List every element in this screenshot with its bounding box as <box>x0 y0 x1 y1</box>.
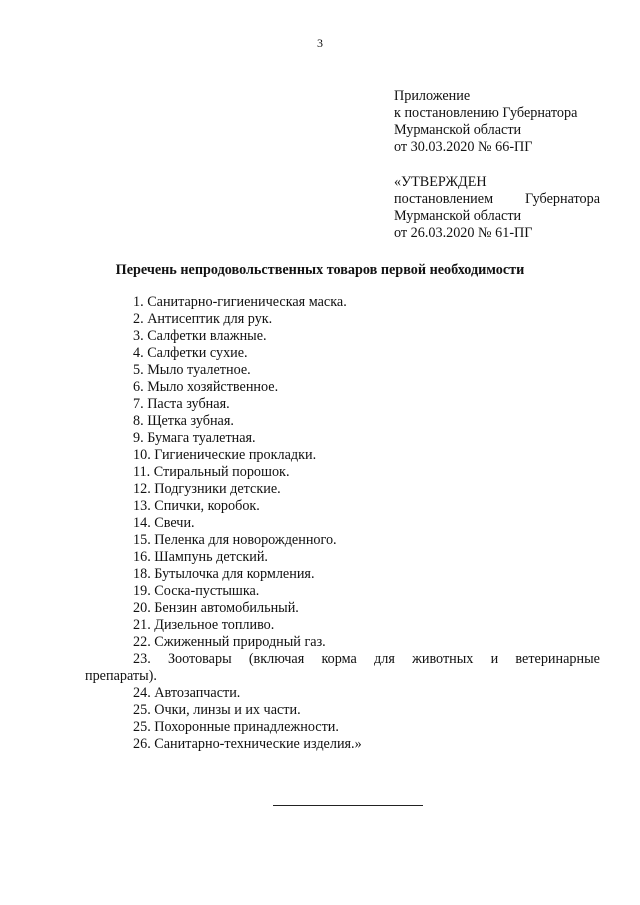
approval-line <box>394 191 600 208</box>
list-item-text: 22. Сжиженный природный газ. <box>133 634 326 650</box>
list-item-text: 4. Салфетки сухие. <box>133 345 248 361</box>
appendix-block <box>394 88 600 156</box>
list-item <box>0 328 640 345</box>
list-item-word: ветеринарные <box>515 651 600 667</box>
appendix-line: от 30.03.2020 № 66-ПГ <box>394 139 533 155</box>
list-item-text: 21. Дизельное топливо. <box>133 617 275 633</box>
approval-heading: «УТВЕРЖДЕН <box>394 174 487 190</box>
list-item-word: корма <box>321 651 357 667</box>
list-item-text: 1. Санитарно-гигиеническая маска. <box>133 294 347 310</box>
list-item-wrapped <box>0 651 640 685</box>
list-item-text: 11. Стиральный порошок. <box>133 464 290 480</box>
list-item-word: (включая <box>248 651 305 667</box>
list-item <box>0 515 640 532</box>
list-item-text: 3. Салфетки влажные. <box>133 328 267 344</box>
appendix-line: Мурманской области <box>394 122 522 138</box>
list-item-word: Зоотовары <box>167 651 232 667</box>
approval-date: от 26.03.2020 № 61-ПГ <box>394 225 533 241</box>
list-item-continuation: препараты). <box>85 668 157 684</box>
list-item <box>0 736 640 753</box>
list-item <box>0 345 640 362</box>
goods-list <box>0 294 640 753</box>
approval-word: Губернатора <box>524 191 600 207</box>
list-item-text: 14. Свечи. <box>133 515 195 531</box>
list-item-text: 10. Гигиенические прокладки. <box>133 447 317 463</box>
list-item <box>0 583 640 600</box>
list-item <box>0 413 640 430</box>
list-item-text: 2. Антисептик для рук. <box>133 311 273 327</box>
list-item <box>0 566 640 583</box>
list-item <box>0 634 640 651</box>
list-item <box>0 294 640 311</box>
list-item-word: животных <box>412 651 474 667</box>
list-item <box>0 481 640 498</box>
list-item-text: 20. Бензин автомобильный. <box>133 600 299 616</box>
list-item <box>0 396 640 413</box>
list-item <box>0 532 640 549</box>
list-item-first-line <box>0 651 600 668</box>
list-item-text: 15. Пеленка для новорожденного. <box>133 532 337 548</box>
list-item <box>0 379 640 396</box>
appendix-line: Приложение <box>394 88 471 104</box>
appendix-line: к постановлению Губернатора <box>394 105 578 121</box>
list-item-text: 26. Санитарно-технические изделия.» <box>133 736 362 752</box>
approval-word: постановлением <box>394 191 494 207</box>
list-item <box>0 549 640 566</box>
list-item-text: 18. Бутылочка для кормления. <box>133 566 315 582</box>
list-item <box>0 362 640 379</box>
closing-rule <box>273 805 423 806</box>
list-item <box>0 464 640 481</box>
list-item-text: 6. Мыло хозяйственное. <box>133 379 279 395</box>
list-item <box>0 447 640 464</box>
page-number: 3 <box>317 36 323 50</box>
document-title: Перечень непродовольственных товаров первой необходимости <box>115 262 525 278</box>
list-item-word: и <box>490 651 499 667</box>
list-item <box>0 430 640 447</box>
list-item-text: 9. Бумага туалетная. <box>133 430 256 446</box>
list-item <box>0 702 640 719</box>
approval-line: Мурманской области <box>394 208 522 224</box>
list-item-text: 19. Соска-пустышка. <box>133 583 260 599</box>
list-item-word: для <box>374 651 395 667</box>
list-item-text: 13. Спички, коробок. <box>133 498 260 514</box>
list-item <box>0 498 640 515</box>
list-item <box>0 719 640 736</box>
list-item-text: 25. Очки, линзы и их части. <box>133 702 301 718</box>
list-item <box>0 685 640 702</box>
list-item-text: 5. Мыло туалетное. <box>133 362 251 378</box>
list-item-text: 8. Щетка зубная. <box>133 413 234 429</box>
list-item <box>0 617 640 634</box>
list-item-text: 7. Паста зубная. <box>133 396 230 412</box>
list-item-text: 24. Автозапчасти. <box>133 685 241 701</box>
list-item-text: 12. Подгузники детские. <box>133 481 281 497</box>
list-item-word: 23. <box>133 651 151 667</box>
list-item <box>0 600 640 617</box>
list-item <box>0 311 640 328</box>
approval-block <box>394 174 600 242</box>
list-item-text: 25. Похоронные принадлежности. <box>133 719 339 735</box>
list-item-text: 16. Шампунь детский. <box>133 549 268 565</box>
